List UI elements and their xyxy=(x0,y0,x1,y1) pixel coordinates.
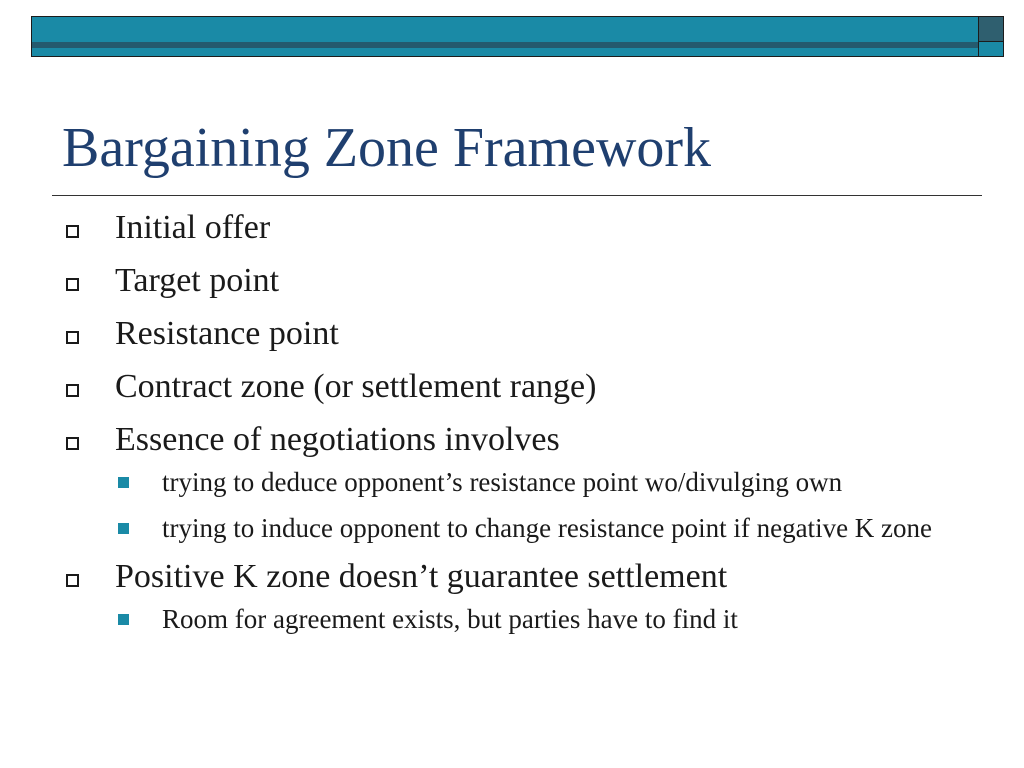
sub-bullet-list xyxy=(115,602,982,636)
hollow-square-bullet-icon xyxy=(66,331,79,344)
bullet-item xyxy=(62,367,982,407)
sub-bullet-item xyxy=(62,511,982,545)
bullet-text: Initial offer xyxy=(115,209,271,246)
sub-bullet-text: trying to deduce opponent’s resistance point wo/divulging own xyxy=(162,467,843,497)
corner-decor-square-top xyxy=(978,16,1004,42)
hollow-square-bullet-icon xyxy=(66,437,79,450)
bullet-list xyxy=(62,208,982,648)
bullet-text: Essence of negotiations involves xyxy=(115,421,560,458)
filled-square-bullet-icon xyxy=(118,523,129,534)
bullet-item xyxy=(62,314,982,354)
bullet-text: Contract zone (or settlement range) xyxy=(115,368,597,405)
filled-square-bullet-icon xyxy=(118,477,129,488)
bullet-text: Resistance point xyxy=(115,315,339,352)
header-decor-bar xyxy=(31,16,979,57)
hollow-square-bullet-icon xyxy=(66,225,79,238)
filled-square-bullet-icon xyxy=(118,614,129,625)
title-underline xyxy=(52,195,982,196)
bullet-item xyxy=(62,208,982,248)
hollow-square-bullet-icon xyxy=(66,384,79,397)
sub-bullet-text: trying to induce opponent to change resistance point if negative K zone xyxy=(162,513,933,543)
sub-bullet-item xyxy=(62,602,982,636)
hollow-square-bullet-icon xyxy=(66,574,79,587)
bullet-text: Target point xyxy=(115,262,280,299)
sub-bullet-item xyxy=(62,465,982,499)
corner-decor-square-bottom xyxy=(978,41,1004,57)
bullet-item xyxy=(62,557,982,636)
sub-bullet-text: Room for agreement exists, but parties have to find it xyxy=(162,604,738,634)
hollow-square-bullet-icon xyxy=(66,278,79,291)
bullet-text: Positive K zone doesn’t guarantee settlement xyxy=(115,558,728,595)
bullet-item xyxy=(62,420,982,545)
sub-bullet-list xyxy=(115,465,982,545)
bullet-item xyxy=(62,261,982,301)
header-decor-stripe xyxy=(32,42,978,48)
slide-title: Bargaining Zone Framework xyxy=(62,117,712,179)
